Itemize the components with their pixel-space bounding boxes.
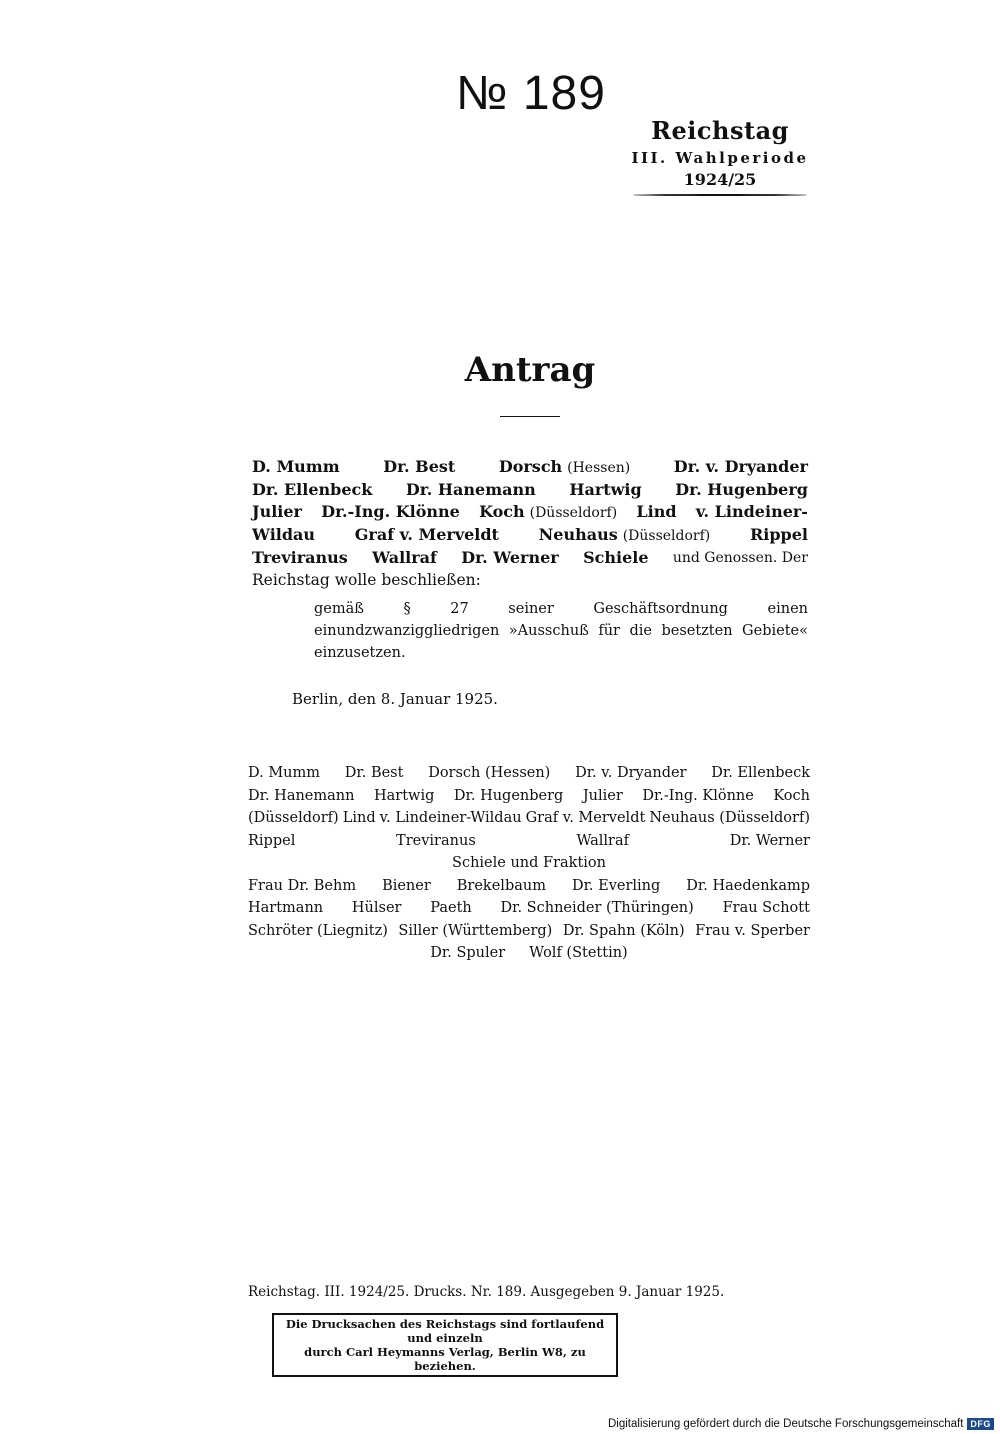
signatory-name: Frau v. Sperber	[695, 922, 810, 939]
document-number: № 189	[456, 67, 606, 120]
session-years: 1924/25	[683, 170, 757, 189]
signatory-name: Biener	[382, 877, 431, 894]
signatory-name: Dr. Werner	[729, 832, 810, 849]
mover: Graf v. Merveldt	[354, 525, 499, 544]
title-divider	[500, 416, 560, 417]
signatory-line	[248, 875, 810, 898]
distribution-notice	[272, 1313, 618, 1377]
signatory-name: Dr. Hanemann	[248, 787, 355, 804]
mover: Koch (Düsseldorf)	[479, 502, 618, 521]
signatory-name: Dr. v. Dryander	[575, 765, 687, 781]
signatory-name: Graf v. Merveldt	[525, 810, 646, 826]
signatory-name: Frau Schott	[722, 900, 810, 916]
mover: Rippel	[749, 525, 808, 544]
mover: Wildau	[252, 525, 316, 544]
signatory-name: Siller (Württemberg)	[398, 922, 553, 939]
signatory-name: D. Mumm	[248, 765, 321, 781]
mover: Dr. Best	[383, 457, 456, 476]
signatory-name: Neuhaus (Düsseldorf)	[649, 810, 810, 826]
signatory-name: Schröter (Liegnitz)	[248, 922, 388, 939]
notice-line: Die Drucksachen des Reichstags sind fortlaufend und einzeln	[285, 1317, 605, 1345]
document-title: Antrag	[464, 350, 596, 390]
signatory-name: Hartwig	[373, 787, 435, 804]
reichstag-header	[630, 116, 810, 196]
signatory-name: Hartmann	[248, 900, 324, 916]
print-imprint: Reichstag. III. 1924/25. Drucks. Nr. 189. Ausgegeben 9. Januar 1925.	[248, 1284, 725, 1300]
signatory-name: (Düsseldorf)	[248, 810, 339, 826]
mover: Dr.-Ing. Klönne	[321, 502, 460, 521]
resolution-text: gemäß § 27 seiner Geschäftsordnung einen einundzwanziggliedrigen »Ausschuß für die besetzten Gebiete« einzusetzen.	[314, 601, 808, 661]
header-rule	[633, 194, 807, 196]
signatory-line	[248, 807, 810, 830]
movers-tail: und Genossen. Der	[672, 550, 808, 566]
signatory-line	[248, 942, 810, 965]
movers-line	[252, 547, 808, 569]
signatory-name: Julier	[582, 787, 623, 804]
signatory-name: Lind	[342, 810, 376, 826]
mover: v. Lindeiner-	[695, 502, 808, 521]
mover: Dr. Hugenberg	[675, 480, 808, 499]
signatory-name: v. Lindeiner-Wildau	[379, 810, 522, 826]
election-period: III. Wahlperiode	[631, 149, 809, 167]
signatory-name: Dorsch (Hessen)	[428, 765, 551, 781]
mover: Dr. Ellenbeck	[252, 480, 373, 499]
signatory-name: Dr. Everling	[571, 877, 661, 894]
dfg-logo: DFG	[967, 1418, 994, 1430]
movers-paragraph	[252, 456, 808, 591]
signatory-name: Dr. Ellenbeck	[711, 765, 810, 781]
parliament-name: Reichstag	[651, 116, 789, 145]
mover: Dr. Werner	[461, 548, 559, 567]
movers-line	[252, 479, 808, 501]
signatory-name: Dr. Hugenberg	[453, 787, 564, 804]
signatory-name: Wolf (Stettin)	[529, 945, 628, 961]
signatory-line	[248, 920, 810, 943]
signatory-name: Dr. Schneider (Thüringen)	[500, 900, 694, 916]
mover: Dorsch (Hessen)	[498, 457, 631, 476]
signatory-line	[248, 762, 810, 785]
mover: D. Mumm	[252, 457, 340, 476]
signatory-name: Treviranus	[396, 832, 476, 849]
movers-line	[252, 456, 808, 479]
mover: Lind	[636, 502, 677, 521]
credit-text: Digitalisierung gefördert durch die Deutsche Forschungsgemeinschaft	[608, 1418, 964, 1430]
mover: Julier	[252, 502, 302, 521]
movers-line	[252, 524, 808, 547]
mover: Hartwig	[569, 480, 642, 499]
mover: Treviranus	[252, 548, 348, 567]
signatory-name: Dr. Best	[344, 765, 404, 781]
signatory-name: Hülser	[351, 900, 402, 916]
signatory-line	[248, 897, 810, 920]
signatory-name: Dr. Spahn (Köln)	[562, 922, 685, 939]
signatory-name: Dr. Haedenkamp	[686, 877, 810, 894]
signatory-name: Schiele und Fraktion	[452, 855, 606, 871]
signatory-name: Rippel	[248, 832, 296, 849]
mover: Schiele	[583, 548, 649, 567]
signatory-name: Dr. Spuler	[430, 945, 506, 961]
signatories-list	[248, 762, 810, 965]
mover: Wallraf	[372, 548, 437, 567]
signatory-line	[248, 785, 810, 808]
mover: Dr. Hanemann	[405, 480, 536, 499]
place-and-date: Berlin, den 8. Januar 1925.	[292, 690, 498, 708]
digitization-credit	[608, 1418, 992, 1430]
signatory-name: Wallraf	[576, 832, 629, 849]
signatory-name: Paeth	[430, 900, 472, 916]
mover: Neuhaus (Düsseldorf)	[538, 525, 711, 544]
mover: Dr. v. Dryander	[673, 457, 808, 476]
signatory-name: Frau Dr. Behm	[248, 877, 357, 894]
signatory-line	[248, 852, 810, 875]
resolution-intro: Reichstag wolle beschließen:	[252, 571, 481, 589]
movers-line	[252, 501, 808, 524]
signatory-name: Dr.-Ing. Klönne	[642, 787, 754, 804]
signatory-name: Koch	[773, 787, 810, 804]
signatory-name: Brekelbaum	[456, 877, 546, 894]
notice-line: durch Carl Heymanns Verlag, Berlin W8, zu beziehen.	[304, 1345, 586, 1373]
signatory-line	[248, 830, 810, 853]
